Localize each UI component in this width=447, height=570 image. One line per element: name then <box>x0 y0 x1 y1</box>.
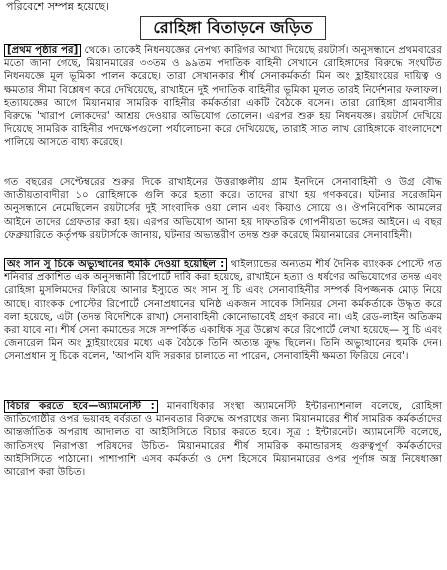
previous-article-tail: পরিবেশে সম্পন্ন হয়েছে। <box>6 0 110 13</box>
paragraph-1-text: থেকে। তাকেই নিধনযজ্ঞের নেপথ্য কারিগর আখ্যা দিয়েছে রয়টার্স। অনুসন্ধানে প্রথমবারের মতো জানা গেছে, মিয়ানমারের ৩৩তম ও ৯৯তম পদাতিক বাহিনী সেখানে রোহিঙ্গাদের বিরুদ্ধে সংঘটিত নিধনযজ্ঞে মূল ভূমিকা পালন করেছে। তারা সেখানকার শীর্ষ সেনাকর্মকর্তা মিন অং হ্লাইয়াংয়ের দায়িত্ব ও ক্ষমতার সীমা বিশ্লেষণ করে দেখিয়েছে, রাখাইনে দুই পদাতিক বাহিনীর ভূমিকা মূলত তারই নির্দেশনার ফলাফল। হত্যাযজ্ঞের আগে মিয়ানমার সামরিক বাহিনীর কর্মকর্তারা একটি বৈঠকে বসেন। তারা রোহিঙ্গা গ্রামবাসীর বিরুদ্ধে 'খারাপ লোকদের' আশ্রয় দেওয়ার অভিযোগ তোলেন। এরপর শুরু হয় নিধনযজ্ঞ। রয়টার্স দেখিয়ে দিয়েছে সামরিক বাহিনীর পদক্ষেপগুলো পর্যালোচনা করে দেখিয়েছে, তারাই সাত লাখ রোহিঙ্গাকে বাংলাদেশে পালিয়ে আসতে বাধ্য করেছে। <box>4 45 442 149</box>
subheading-amnesty: বিচার করতে হবে—অ্যামনেস্টি : <box>4 400 158 413</box>
paragraph-2 <box>4 176 442 256</box>
paragraph-1 <box>4 44 442 176</box>
article-body <box>4 44 442 500</box>
paragraph-3-text: থাইল্যান্ডের অন্যতম শীর্ষ দৈনিক ব্যাংকক পোস্টে গত শনিবার প্রকাশিত এক অনুসন্ধানী রিপোর্টে দাবি করা হয়েছে, রাখাইনে হত্যা ও ধর্ষণের অভিযোগের তদন্ত এবং রোহিঙ্গা মুসলিমদের ফিরিয়ে আনার ইস্যুতে অং সান সু চি এবং সেনাবাহিনীর সম্পর্ক বিপজ্জনক মোড় নিয়ে আছে। ব্যাংকক পোস্টের রিপোর্টে সেনাপ্রধানের ঘনিষ্ঠ একজন সাবেক সিনিয়র সেনা কর্মকর্তাকে উদ্ধৃত করে বলা হয়েছে, এটা (তদন্ত বিদেশিকে রাখা) সেনাবাহিনী কোনোভাবেই গ্রহণ করবে না। এই রেড-লাইন অতিক্রম করা যাবে না। শীর্ষ সেনা কমান্ডের সঙ্গে সম্পর্কিত একাধিক সূত্র উল্লেখ করে রিপোর্টে লেখা হয়েছে— সু চি এবং জেনারেল মিন অং হ্লাইয়াংয়ের মধ্যে এক বৈঠকে তিনি অত্যন্ত ক্রুদ্ধ ছিলেন। তিনি অভ্যুত্থানের হুমকি দেন। সেনাপ্রধান সু চিকে বলেন, 'আপনি যদি সরকার চালাতে না পারেন, সেনাবাহিনী ক্ষমতা ফিরিয়ে নেবে'। <box>4 259 442 363</box>
headline-box <box>140 16 326 40</box>
subheading-coup-threat: অং সান সু চিকে অভ্যুত্থানের হুমকি দেওয়া হয়েছিল : <box>4 258 227 271</box>
headline: রোহিঙ্গা বিতাড়নে জড়িত <box>153 17 313 37</box>
continuation-tag: [প্রথম পৃষ্ঠার পর] <box>4 44 81 57</box>
paragraph-3 <box>4 258 442 398</box>
paragraph-4-text: মানবাধিকার সংস্থা অ্যামনেস্টি ইন্টারন্যাশনাল বলেছে, রোহিঙ্গা জাতিগোষ্ঠীর ওপর ভয়াবহ বর্বরতা ও মানবতার বিরুদ্ধে অপরাধের জন্য মিয়ানমারের শীর্ষ সামরিক কর্মকর্তাদের আন্তর্জাতিক অপরাধ আদালত বা আইসিসিতে বিচার করতে হবে। সূত্র : ইন্টারনেট। অ্যামনেস্টি বলেছে, জাতিসংঘ নিরাপত্তা পরিষদের উচিত- মিয়ানমারের শীর্ষ সামরিক কমান্ডারসহ গুরুত্বপূর্ণ কর্মকর্তাদের আইসিসিতে পাঠানো। পাশাপাশি এসব কর্মকর্তা ও দেশ হিসেবে মিয়ানমারের ওপর পূর্ণাঙ্গ অস্ত্র নিষেধাজ্ঞা আরোপ করা উচিত। <box>4 401 442 479</box>
paragraph-4 <box>4 400 442 500</box>
paragraph-2-text: গত বছরের সেপ্টেম্বরের শুরুর দিকে রাখাইনের উত্তরাঞ্চলীয় গ্রাম ইনদিনে সেনাবাহিনী ও উগ্র বৌদ্ধ জাতীয়তাবাদীরা ১০ রোহিঙ্গাকে গুলি করে হত্যা করে। তাদের রাখা হয় গণকবরে। ঘটনার সরেজমিন অনুসন্ধানে নেমেছিলেন রয়টার্সের দুই সাংবাদিক ওয়া লোন এবং কিয়াও সোয়ে ও। ঔপনিবেশিক আমলের আইনে তাদের গ্রেফতার করা হয়। এরপর অভিযোগ আনা হয় দাফতরিক গোপনীয়তা ভঙ্গের আইনে। এ বছর ফেব্রুয়ারিতে কর্তৃপক্ষ রয়টার্সকে জানায়, ঘটনার অভ্যন্তরীণ তদন্ত শুরু করেছে মিয়ানমারের সেনাবাহিনী। <box>4 177 442 241</box>
